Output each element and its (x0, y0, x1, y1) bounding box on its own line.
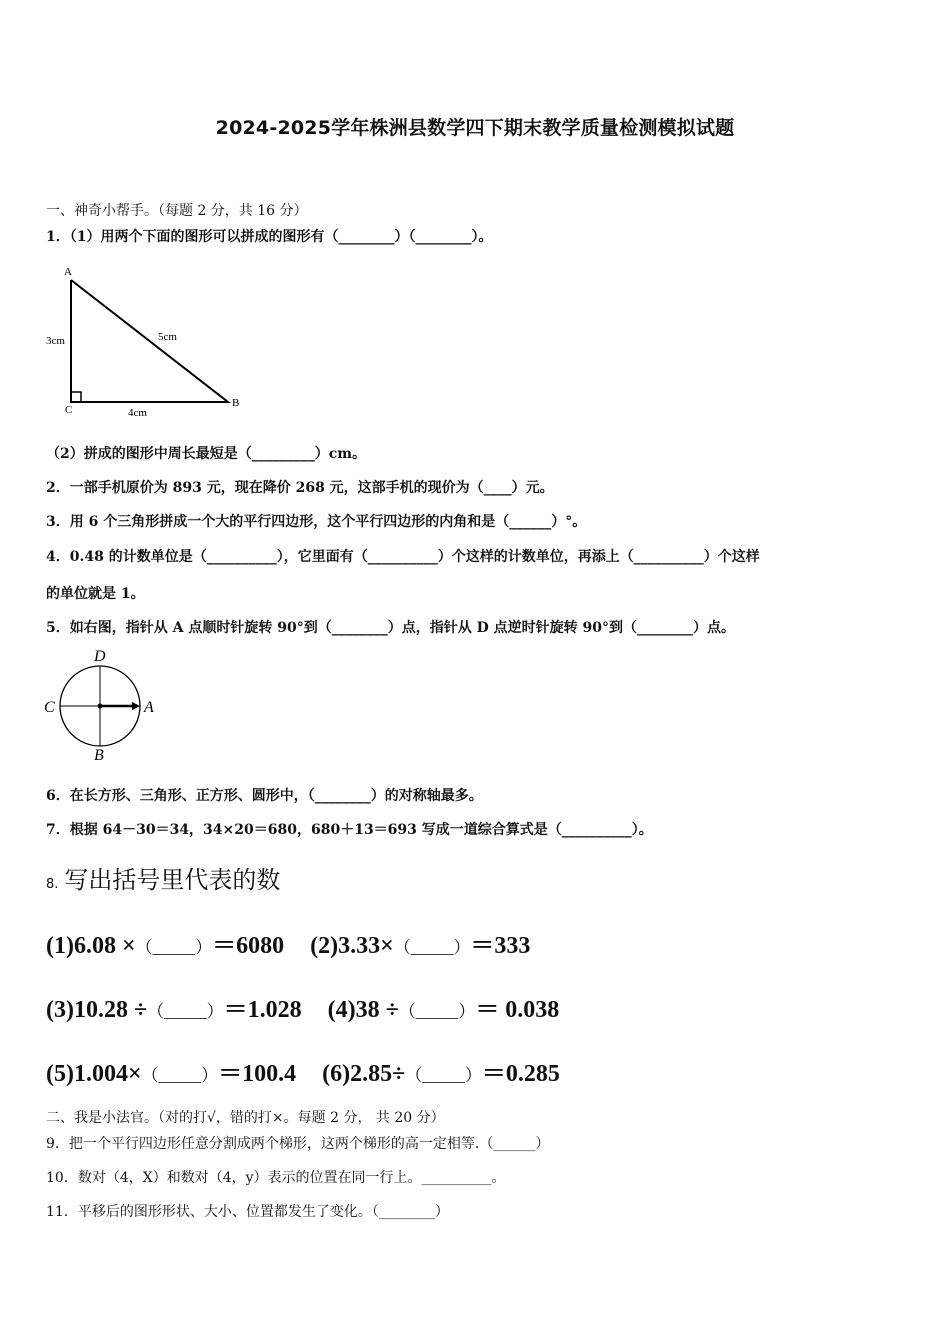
q8-part-4-blank: （_____） (398, 1002, 476, 1021)
pointer-arrowhead (132, 702, 140, 710)
q8-part-3-result: ＝1.028 (223, 997, 302, 1023)
q8-part-2-blank: （_____） (393, 938, 471, 957)
q8-part-6-result: ＝0.285 (481, 1061, 560, 1087)
side-cb-length: 4cm (128, 407, 147, 419)
q8-part-1-blank: （_____） (135, 938, 213, 957)
question-5: 5．如右图，指针从 A 点顺时针旋转 90°到（________）点，指针从 D 点逆时针旋转 90°到（________）点。 (46, 620, 735, 636)
right-triangle-figure (40, 262, 255, 422)
point-d-label: D (94, 648, 106, 665)
q8-part-1-result: ＝6080 (212, 933, 285, 959)
question-8-number: 8. (46, 877, 59, 892)
vertex-b-label: B (232, 397, 240, 409)
q8-part-3-blank: （_____） (147, 1002, 224, 1021)
side-ac-length: 3cm (46, 335, 65, 347)
q8-part-6-prefix: (6)2.85÷ (322, 1061, 406, 1087)
q8-part-3-prefix: (3)10.28 ÷ (46, 997, 148, 1023)
triangle-outline (71, 280, 228, 402)
q8-part-6-blank: （_____） (405, 1066, 482, 1085)
q8-part-5-prefix: (5)1.004× (46, 1061, 142, 1087)
question-8-heading (46, 860, 280, 895)
q8-part-4-result: ＝ 0.038 (475, 997, 560, 1023)
question-8-row-3 (46, 1053, 560, 1088)
question-2: 2．一部手机原价为 893 元，现在降价 268 元，这部手机的现价为（____）元。 (46, 480, 554, 496)
question-7: 7．根据 64－30＝34，34×20＝680，680＋13＝693 写成一道综合算式是（__________）。 (46, 822, 653, 838)
question-8-row-2 (46, 989, 559, 1024)
question-1-part-1: 1．（1）用两个下面的图形可以拼成的图形有（________）（________）。 (46, 229, 493, 245)
point-c-label: C (44, 699, 55, 716)
q8-part-2-result: ＝333 (470, 933, 531, 959)
vertex-c-label: C (65, 404, 73, 416)
q8-part-5-blank: （_____） (141, 1066, 219, 1085)
question-4-line-2: 的单位就是 1。 (46, 586, 145, 602)
vertex-a-label: A (64, 266, 72, 278)
right-angle-mark (71, 392, 81, 402)
section-1-heading: 一、神奇小帮手。（每题 2 分，共 16 分） (46, 203, 308, 219)
section-2-heading: 二、我是小法官。（对的打√，错的打×。每题 2 分， 共 20 分） (46, 1110, 445, 1126)
q8-part-1-prefix: (1)6.08 × (46, 933, 136, 959)
question-9: 9．把一个平行四边形任意分割成两个梯形，这两个梯形的高一定相等.（______） (46, 1136, 550, 1152)
question-8-title: 写出括号里代表的数 (64, 866, 281, 894)
question-4-line-1: 4．0.48 的计数单位是（__________），它里面有（__________）个这样的计数单位，再添上（__________）个这样 (46, 549, 760, 565)
q8-part-4-prefix: (4)38 ÷ (327, 997, 399, 1023)
question-11: 11．平移后的图形形状、大小、位置都发生了变化。（________） (46, 1204, 449, 1220)
side-ab-length: 5cm (158, 331, 177, 343)
page-title: 2024-2025学年株洲县数学四下期末教学质量检测模拟试题 (215, 117, 735, 139)
circle-center (98, 704, 103, 709)
question-1-part-2: （2）拼成的图形中周长最短是（_________）cm。 (46, 446, 367, 462)
question-8-row-1 (46, 925, 530, 960)
point-b-label: B (94, 747, 104, 764)
q8-part-2-prefix: (2)3.33× (310, 933, 394, 959)
question-10: 10．数对（4，X）和数对（4，y）表示的位置在同一行上。__________。 (46, 1170, 506, 1186)
question-6: 6．在长方形、三角形、正方形、圆形中，（________）的对称轴最多。 (46, 788, 483, 804)
point-a-label: A (144, 699, 154, 716)
rotation-circle-figure (40, 645, 165, 765)
question-3: 3．用 6 个三角形拼成一个大的平行四边形，这个平行四边形的内角和是（______）°。 (46, 514, 587, 530)
q8-part-5-result: ＝100.4 (218, 1061, 297, 1087)
